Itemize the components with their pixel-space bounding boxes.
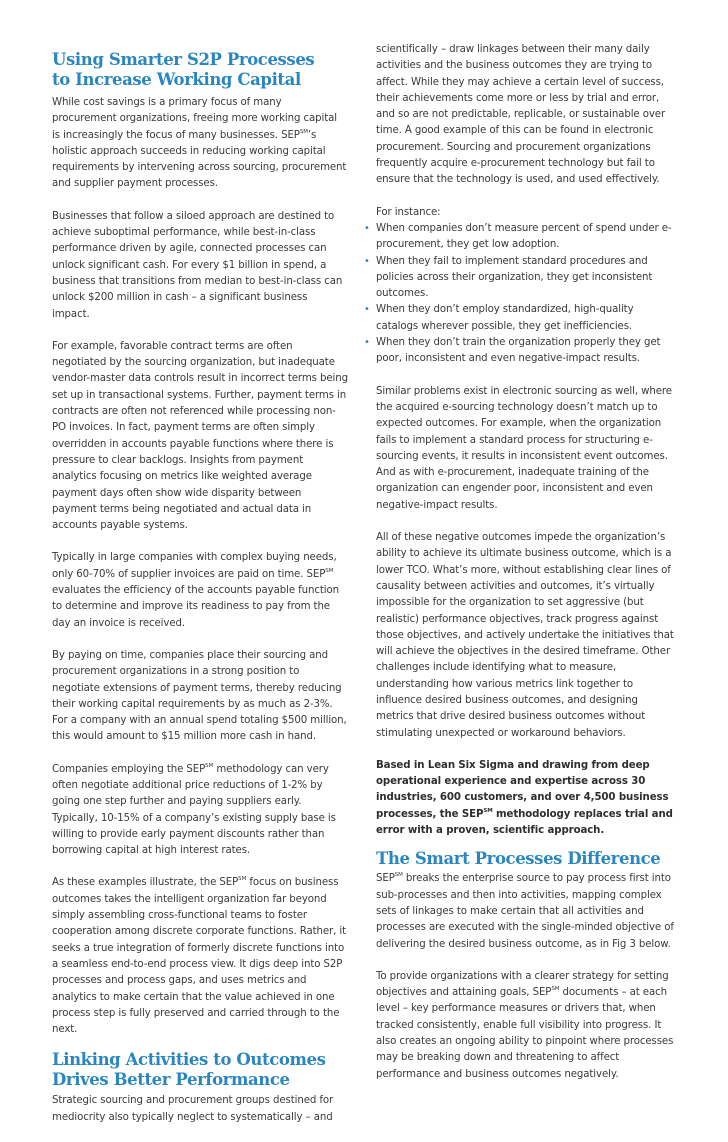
paragraph: While cost savings is a primary focus of many procurement organizations, freeing more working capital is increasingly the focus of many businesses. SEP℠’s holistic approach succeeds in reducing working capital requirements by intervening across sourcing, procurement and supplier payment processes. xyxy=(52,97,347,190)
bullet-icon: • xyxy=(364,222,370,234)
paragraph: scientifically – draw linkages between their many daily activities and the business outcomes they are trying to affect. While they may achieve a certain level of success, their achievements come more or less by trial and error, and so are not predictable, replicable, or sustainable over time. A good example of this can be found in electronic procurement. Sourcing and procurement organizations frequently acquire e-procurement technology but fail to ensure that the technology is used, and used effectively. xyxy=(376,44,666,186)
paragraph: For example, favorable contract terms are often negotiated by the sourcing organization, but inadequate vendor-master data controls result in incorrect terms being set up in transactional systems. Further, payment terms in contracts are often not referenced while processing non-PO invoices. In fact, payment terms are often simply overridden in accounts payable functions where there is pressure to clear backlogs. Insights from payment analytics focusing on metrics like weighted average payment days often show wide disparity between payment terms being negotiated and actual data in accounts payable systems. xyxy=(52,340,348,532)
service-mark: SM xyxy=(205,762,214,769)
service-mark: SM xyxy=(299,128,308,135)
service-mark: SM xyxy=(238,876,247,883)
list-item: • When they don’t employ standardized, high-quality catalogs wherever possible, they get inefficiencies. xyxy=(364,304,634,332)
bullet-icon: • xyxy=(364,255,370,267)
paragraph: Similar problems exist in electronic sourcing as well, where the acquired e-sourcing technology doesn’t match up to expected outcomes. For example, when the organization fails to implement a standard process for structuring e-sourcing events, it results in inconsistent event outcomes. And as with e-procurement, inadequate training of the organization can engender poor, inconsistent and even negative-impact results. xyxy=(376,385,672,511)
heading-linking-activities: Linking Activities to Outcomes Drives Better Performance xyxy=(52,1050,326,1090)
service-mark: SM xyxy=(551,986,560,993)
service-mark: SM xyxy=(394,872,403,879)
bullet-icon: • xyxy=(364,337,370,349)
service-mark: SM xyxy=(325,567,334,574)
paragraph: SEP℠ breaks the enterprise source to pay process first into sub-processes and then into activities, mapping complex sets of linkages to make certain that all activities and processes are executed with the single-minded objective of delivering the desired business outcome, as in Fig 3 below. xyxy=(376,872,674,950)
paragraph: Businesses that follow a siloed approach are destined to achieve suboptimal performance, while best-in-class performance driven by agile, connected processes can unlock significant cash. For every $1 billion in spend, a business that transitions from median to best-in-class can unlock $200 million in cash – a significant business impact. xyxy=(52,210,343,320)
paragraph: Strategic sourcing and procurement groups destined for mediocrity also typically neglect to systematically – and xyxy=(52,1095,334,1123)
list-item: • When companies don’t measure percent of spend under e-procurement, they get low adoption. xyxy=(364,222,672,251)
paragraph: As these examples illustrate, the SEP℠ focus on business outcomes takes the intelligent organization far beyond simply assembling cross-functional teams to foster cooperation among discrete corporate functions. Rather, it seeks a true integration of formerly discrete functions into a seamless end-to-end process view. It digs deep into S2P processes and process gaps, and uses metrics and analytics to make certain that the value achieved in one process step is fully preserved and carried through to the next. xyxy=(52,876,347,1036)
heading-smart-processes: The Smart Processes Difference xyxy=(376,849,661,869)
list-item: • When they fail to implement standard procedures and policies across their organization, they get inconsistent outcomes. xyxy=(364,255,653,300)
paragraph: All of these negative outcomes impede the organization’s ability to achieve its ultimate business outcome, which is a lower TCO. What’s more, without establishing clear lines of causality between activities and outcomes, it’s virtually impossible for the organization to set aggressive (but realistic) performance objectives, track progress against those objectives, and actively undertake the initiatives that will achieve the objectives in the desired timeframe. Other challenges include identifying what to measure, understanding how various metrics link together to influence desired business outcomes, and designing metrics that drive desired business outcomes without stimulating unexpected or workaround behaviors. xyxy=(376,532,674,739)
bullet-list xyxy=(364,221,676,368)
list-item: • When they don’t train the organization properly they get poor, inconsistent and even negative-impact results. xyxy=(364,337,661,365)
bullet-icon: • xyxy=(364,304,370,316)
left-column xyxy=(52,50,348,1142)
paragraph: Companies employing the SEP℠ methodology can very often negotiate additional price reductions of 1-2% by going one step further and paying suppliers early. Typically, 10-15% of a company’s existing supply base is willing to provide early payment discounts rather than borrowing capital at high interest rates. xyxy=(52,762,336,857)
service-mark: SM xyxy=(483,807,493,814)
paragraph: By paying on time, companies place their sourcing and procurement organizations in a strong position to negotiate extensions of payment terms, thereby reducing their working capital requirements by as much as 2-3%. For a company with an annual spend totaling $500 million, this would amount to $15 million more cash in hand. xyxy=(52,649,347,743)
instance-label: For instance: xyxy=(376,206,441,218)
heading-working-capital: Using Smarter S2P Processes to Increase Working Capital xyxy=(52,50,315,89)
highlight-paragraph: Based in Lean Six Sigma and drawing from deep operational experience and expertise across 30 industries, 600 customers, and over 4,500 business processes, the SEP℠ methodology replaces trial and error with a proven, scientific approach. xyxy=(376,759,673,837)
right-column xyxy=(364,42,676,1099)
paragraph: Typically in large companies with complex buying needs, only 60-70% of supplier invoices are paid on time. SEP℠ evaluates the efficiency of the accounts payable function to determine and improve its readiness to pay from the day an invoice is received. xyxy=(52,552,339,629)
paragraph: To provide organizations with a clearer strategy for setting objectives and attaining goals, SEP℠ documents – at each level – key performance measures or drivers that, when tracked consistently, enable full visibility into progress. It also creates an ongoing ability to pinpoint where processes may be breaking down and threatening to affect performance and business outcomes negatively. xyxy=(376,970,674,1080)
